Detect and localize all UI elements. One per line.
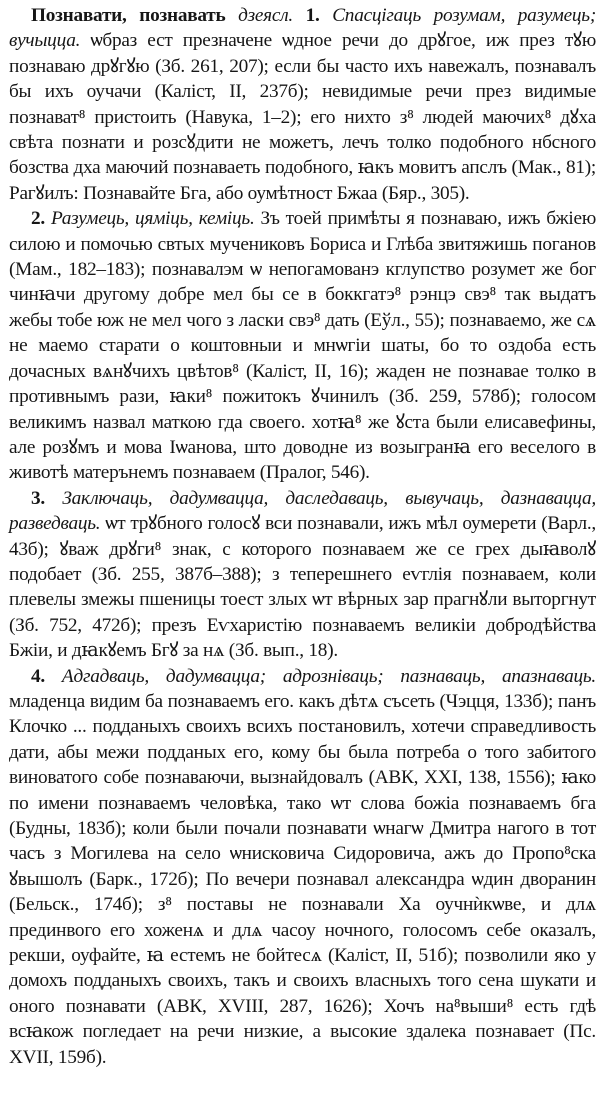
sense-number-2: 2. (31, 208, 45, 230)
sense-quotations-1: ѡбраз ест презначене ѡдное речи до дрꙋгое, иж през тꙋю познаваю дрꙋгꙋю (Зб. 261, 207); если бы часто ихъ навежалъ, познавалъ бы ихъ оучачи (Калiст, II, 237б); невидимые речи през видимые познават⁸ пристоить (Навука, 1–2); его нихто з⁸ людей маючих⁸ дꙋха свѣта познати и розсꙋдити не можетъ, лечъ толко подобного нбсного бозства дха маючий познаваеть подобного, ꙗкъ мовитъ апслъ (Мак., 81); Рагꙋилъ: Познавайте Бга, або оумѣтност Бжаа (Бяр., 305). (9, 30, 596, 204)
sense-quotations-2: Зъ тоей примѣты я познаваю, ижъ бжiею силою и помочью свтых мучениковъ Бориса и Глѣба звитяжишь поганов (Мам., 182–183); познавалэм ѡ непогамованэ кглупство розумет же бог чинꙗчи другому добре мел бы се в боккгатэ⁸ рэнцэ свэ⁸ так выдатъ жебы тобе юж не мел чого з ласки свэ⁸ дать (Еўл., 55); познаваемо, же сѧ не маемо старати о коштовныи и мнѡгiи шаты, бо то оздоба есть дочасных вѧнꙋчихъ цвѣтов⁸ (Калiст, II, 16); жаден не познавае толко в противнымъ рази, ꙗки⁸ пожитокъ ꙋчинилъ (Зб. 259, 578б); голосом великимъ назвал маткою гда своего. хотꙗ⁸ же ꙋста были елисавефины, але розꙋмъ и мова Iѡанова, што доводне из возыгранꙗ его веселого в животѣ матерънемъ познаваем (Пралог, 546). (9, 208, 596, 484)
sense-gloss-2: Разумець, цяміць, кеміць. (50, 208, 255, 230)
sense-quotations-4: младенца видим ба познаваемъ его. какъ дѣтѧ съсеть (Чэцця, 133б); панъ Клочко ... подданыхъ своихъ всихъ постановилъ, хотечи справедливость дати, абы межи подданых его, кому бы была потреба о того забитого виноватого собе познаваючи, вызнайдовалъ (АВК, XXI, 138, 1556); ꙗко по имени познаваемъ человѣка, тако ѡт слова божiа познаваемъ бга (Будны, 183б); коли были почали познавати ѡнагѡ Дмитра нагого в тот часъ з Могилева на село ѡнисковича Сидоровича, ажъ до Пропо⁸ска ꙋвышолъ (Барк., 172б); По вечери познавал александра ѡдин дворанин (Бельск., 174б); з⁸ поставы не познавали Ха оучнѝкѡве, и длѧ прединвого его хоженѧ и длѧ часоу ночного, голосомъ себе оказалъ, рекши, оуфайте, ꙗ естемъ не бойтесѧ (Калiст, II, 51б); позволили яко у домохъ подданыхъ своихъ, такъ и своихъ власныхъ того сена шукати и оного познавати (АВК, XVIII, 287, 1626); Хочъ на⁸выши⁸ есть гдѣ всꙗкож погледает на речи низкие, а высокие здалека познавает (Пс. XVII, 159б). (9, 690, 596, 1068)
sense-number-4: 4. (31, 665, 45, 687)
sense-gloss-3: Заключаць, дадумвацца, даследаваць, вывучаць, дазнавацца, разведваць. (9, 487, 596, 535)
sense-quotations-3: ѡт трꙋбного голосꙋ вси познавали, ижъ мѣл оумерети (Варл., 43б); ꙋваж дрꙋги⁸ знак, с которого познаваем же се грех дыꙗволꙋ подобает (Зб. 255, 387б–388); з теперешнего еѵглiя познаваем, коли плевелы змежы пшеницы тоест злых ѡт вѣрных зар прагнꙋли выторгнут (Зб. 752, 472б); презъ Еѵхаристiю познаваемъ великiи добродѣйства Бжiи, и дꙗкꙋемъ Бгꙋ за нѧ (Зб. вып., 18). (9, 513, 596, 662)
sense-gloss-1: Спасцігаць розумам, разумець; вучыцца. (9, 5, 596, 52)
entry-sense-4 (9, 664, 596, 1071)
sense-gloss-4: Адгадваць, дадумвацца; адрозніваць; пазнаваць, апазнаваць. (61, 665, 596, 687)
sense-number-1: 1. (305, 5, 320, 26)
headword: Познавати, познавать (31, 5, 226, 26)
entry-sense-3 (9, 486, 596, 664)
entry-sense-2 (9, 206, 596, 485)
sense-number-3: 3. (31, 487, 45, 509)
entry-sense-1 (9, 3, 596, 206)
part-of-speech-tag: дзеясл. (238, 5, 293, 26)
